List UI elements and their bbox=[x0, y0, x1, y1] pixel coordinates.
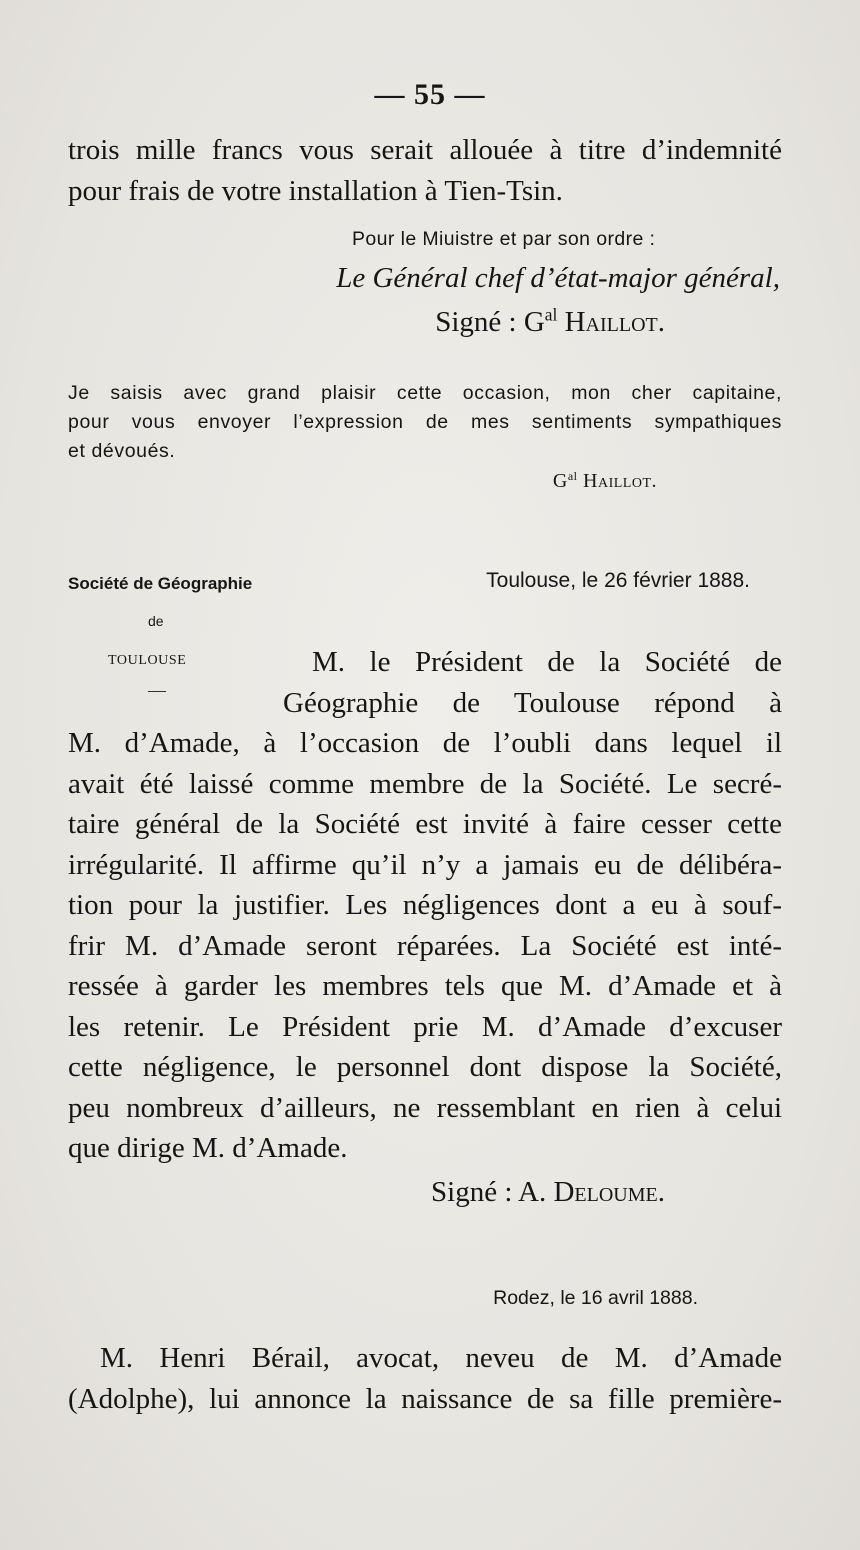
text-line: (Adolphe), lui annonce la naissance de sa fille première- bbox=[68, 1382, 782, 1415]
toulouse-paragraph-indent bbox=[312, 642, 782, 683]
text-line: cette négligence, le personnel dont dispose la Société, bbox=[68, 1051, 782, 1083]
minister-line: Pour le Miuistre et par son ordre : bbox=[352, 228, 656, 250]
signature-sup: al bbox=[567, 468, 578, 483]
signature-name: Haillot. bbox=[583, 470, 657, 492]
date-rodez: Rodez, le 16 avril 1888. bbox=[493, 1287, 698, 1309]
margin-heading-society: Société de Géographie bbox=[68, 574, 253, 593]
text-line: avait été laissé comme membre de la Société. Le secré- bbox=[68, 767, 782, 800]
text-line: les retenir. Le Président prie M. d’Amade d’excuser bbox=[68, 1010, 782, 1043]
text-line: et dévoués. bbox=[68, 440, 176, 462]
text-line: Je saisis avec grand plaisir cette occasion, mon cher capitaine, bbox=[68, 382, 782, 404]
page-number: — 55 — bbox=[374, 78, 486, 111]
signature-prefix: Signé : A. bbox=[431, 1176, 547, 1208]
text-line: pour frais de votre installation à Tien-Tsin. bbox=[68, 174, 563, 207]
rodez-paragraph-first bbox=[100, 1338, 782, 1379]
signature-prefix: G bbox=[552, 470, 568, 492]
margin-heading-city: TOULOUSE bbox=[108, 653, 187, 668]
signature-name: Haillot. bbox=[564, 306, 665, 338]
general-title: Le Général chef d’état-major général, bbox=[336, 262, 780, 294]
text-line: frir M. d’Amade seront réparées. La Société est inté- bbox=[68, 929, 782, 962]
text-line: Géographie de Toulouse répond à bbox=[283, 686, 782, 719]
signature-deloume bbox=[431, 1176, 665, 1209]
text-line: ressée à garder les membres tels que M. d’Amade et à bbox=[68, 970, 782, 1002]
signature-haillot-1 bbox=[435, 306, 665, 339]
text-line: tion pour la justifier. Les négligences dont a eu à souf- bbox=[68, 889, 782, 921]
text-line: M. Henri Bérail, avocat, neveu de M. d’Amade bbox=[100, 1342, 782, 1374]
text-line: M. le Président de la Société de bbox=[312, 646, 782, 678]
text-line: irrégularité. Il affirme qu’il n’y a jamais eu de délibéra- bbox=[68, 848, 782, 881]
text-line: M. d’Amade, à l’occasion de l’oubli dans lequel il bbox=[68, 727, 782, 759]
toulouse-paragraph bbox=[68, 723, 782, 1169]
margin-heading-dash: — bbox=[148, 680, 166, 700]
toulouse-paragraph-indent2 bbox=[283, 683, 782, 724]
text-line: que dirige M. d’Amade. bbox=[68, 1132, 348, 1164]
text-line: taire général de la Société est invité à faire cesser cette bbox=[68, 808, 782, 840]
text-line: peu nombreux d’ailleurs, ne ressemblant en rien à celui bbox=[68, 1091, 782, 1124]
text-line: pour vous envoyer l’expression de mes sentiments sympathiques bbox=[68, 411, 782, 433]
margin-heading-de: de bbox=[148, 613, 164, 629]
signature-prefix: Signé : G bbox=[435, 306, 545, 338]
intro-paragraph bbox=[68, 130, 782, 211]
signature-haillot-2 bbox=[553, 470, 657, 493]
date-toulouse: Toulouse, le 26 février 1888. bbox=[486, 569, 750, 592]
signature-name: Deloume. bbox=[553, 1176, 665, 1208]
closing-paragraph bbox=[68, 379, 782, 466]
signature-sup: al bbox=[544, 304, 558, 325]
rodez-paragraph bbox=[68, 1379, 782, 1420]
text-line: trois mille francs vous serait allouée à titre d’indemnité bbox=[68, 134, 782, 166]
